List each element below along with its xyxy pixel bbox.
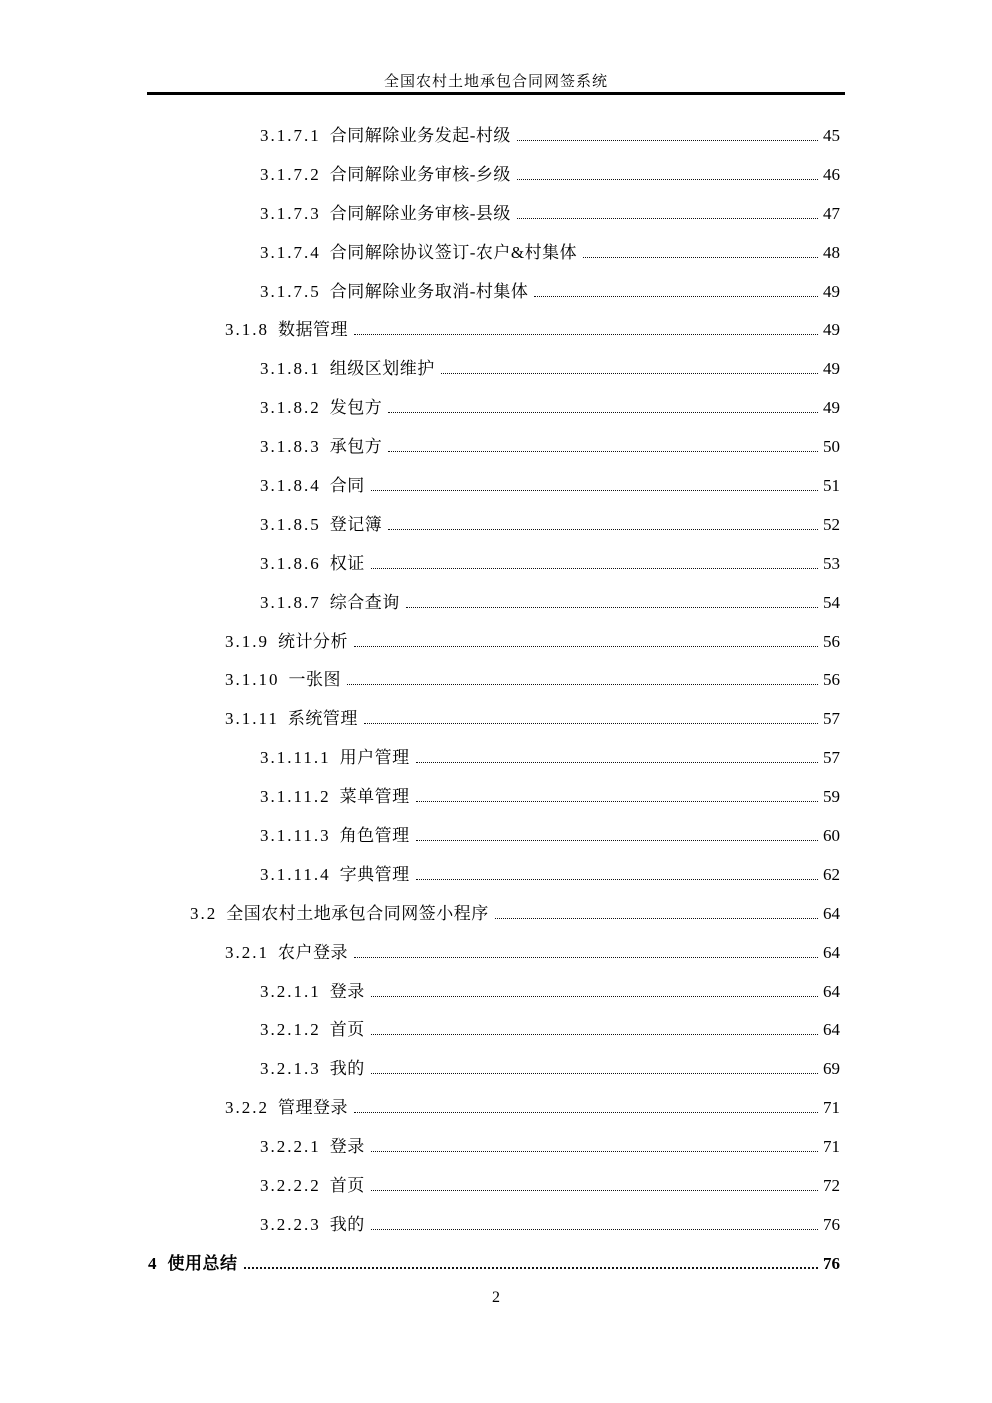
toc-entry-title: 首页 <box>329 1176 365 1196</box>
toc-leader-dots <box>416 874 818 880</box>
toc-entry <box>148 545 840 584</box>
toc-entry <box>148 661 840 700</box>
toc-leader-dots <box>371 1146 818 1152</box>
toc-entry <box>148 1011 840 1050</box>
toc-entry-number: 3.2 <box>190 903 218 923</box>
toc-leader-dots <box>364 718 818 724</box>
toc-leader-dots <box>583 252 818 258</box>
toc-entry-number: 3.1.10 <box>225 670 280 690</box>
toc-entry <box>148 1206 840 1245</box>
toc-entry-number: 3.1.7.1 <box>260 126 321 145</box>
toc-entry-number: 3.1.8.7 <box>260 592 321 612</box>
toc-entry-title: 合同解除业务发起-村级 <box>329 126 511 145</box>
toc-leader-dots <box>371 1185 818 1191</box>
toc-entry-number: 3.1.7.5 <box>260 281 321 301</box>
toc-entry-number: 3.1.11.4 <box>260 864 331 884</box>
toc-entry-title: 一张图 <box>288 670 341 690</box>
toc-entry <box>148 895 840 934</box>
toc-entry-number: 3.1.8 <box>225 320 269 340</box>
toc-entry-number: 3.1.9 <box>225 631 269 651</box>
toc-leader-dots <box>416 835 818 841</box>
toc-entry <box>148 506 840 545</box>
toc-entry-number: 3.1.7.3 <box>260 203 321 223</box>
toc-entry-number: 3.2.1.3 <box>260 1059 321 1079</box>
toc-leader-dots <box>534 291 818 297</box>
toc-entry-number: 4 <box>148 1253 159 1273</box>
toc-leader-dots <box>388 407 818 413</box>
toc-entry-title: 使用总结 <box>167 1253 238 1273</box>
toc-entry <box>148 311 840 350</box>
toc-entry-page: 46 <box>823 164 840 184</box>
toc-entry-page: 72 <box>823 1176 840 1196</box>
toc-entry-title: 数据管理 <box>278 320 348 340</box>
toc-entry-number: 3.1.8.2 <box>260 398 321 418</box>
toc-entry-page: 76 <box>823 1253 840 1273</box>
toc-entry <box>148 1167 840 1206</box>
toc-entry-title: 我的 <box>329 1214 365 1234</box>
toc-entry-number: 3.2.1.2 <box>260 1020 321 1040</box>
toc-entry-number: 3.1.11 <box>225 709 279 729</box>
toc-entry-page: 48 <box>823 242 840 262</box>
toc-entry <box>148 1128 840 1167</box>
toc-leader-dots <box>371 991 818 997</box>
toc-entry-title: 承包方 <box>329 437 383 457</box>
toc-entry-title: 用户管理 <box>339 748 410 768</box>
header-rule <box>147 92 845 95</box>
toc-entry-page: 71 <box>823 1098 840 1118</box>
toc-entry <box>148 1050 840 1089</box>
toc-entry-page: 64 <box>823 981 840 1001</box>
toc-entry-number: 3.1.11.1 <box>260 748 331 768</box>
toc-entry-page: 59 <box>823 787 840 807</box>
toc-leader-dots <box>371 1224 818 1230</box>
toc-entry <box>148 389 840 428</box>
toc-leader-dots <box>244 1262 819 1269</box>
toc-entry-page: 50 <box>823 437 840 457</box>
toc-entry-page: 53 <box>823 553 840 573</box>
toc-entry-title: 角色管理 <box>339 826 410 846</box>
toc-entry-page: 71 <box>823 1137 840 1157</box>
toc-entry-title: 农户登录 <box>278 942 348 962</box>
toc-entry-page: 45 <box>823 126 840 145</box>
toc-entry-number: 3.2.2.2 <box>260 1176 321 1196</box>
toc-leader-dots <box>354 1107 818 1113</box>
toc-entry-number: 3.1.7.2 <box>260 164 321 184</box>
toc-leader-dots <box>354 952 818 958</box>
toc-leader-dots <box>406 602 818 608</box>
toc-entry-page: 56 <box>823 670 840 690</box>
toc-entry <box>148 1089 840 1128</box>
toc-entry <box>148 117 840 156</box>
toc-entry-title: 系统管理 <box>287 709 358 729</box>
toc-entry <box>148 467 840 506</box>
toc-entry-title: 综合查询 <box>329 592 400 612</box>
toc-entry-title: 登录 <box>329 1137 365 1157</box>
toc-leader-dots <box>517 135 818 141</box>
toc-entry <box>148 350 840 389</box>
toc-entry <box>148 973 840 1012</box>
toc-entry-page: 54 <box>823 592 840 612</box>
toc-entry-title: 合同 <box>329 476 365 496</box>
toc-entry-title: 组级区划维护 <box>329 359 435 379</box>
toc-entry-page: 49 <box>823 281 840 301</box>
toc-entry <box>148 856 840 895</box>
toc-entry-page: 49 <box>823 320 840 340</box>
toc-entry-title: 登录 <box>329 981 365 1001</box>
toc-entry-title: 统计分析 <box>278 631 348 651</box>
toc-entry-title: 管理登录 <box>278 1098 348 1118</box>
toc-entry <box>148 1245 840 1284</box>
toc-entry-number: 3.1.11.2 <box>260 787 331 807</box>
toc-entry <box>148 623 840 662</box>
toc-entry <box>148 156 840 195</box>
toc-entry <box>148 739 840 778</box>
toc-leader-dots <box>371 1068 818 1074</box>
toc-entry-title: 合同解除协议签订-农户&村集体 <box>329 242 578 262</box>
toc-entry-number: 3.2.1 <box>225 942 269 962</box>
toc-leader-dots <box>416 757 818 763</box>
toc-entry <box>148 934 840 973</box>
toc-entry <box>148 234 840 273</box>
toc-entry-title: 合同解除业务审核-县级 <box>329 203 511 223</box>
toc-leader-dots <box>495 913 818 919</box>
toc-entry-title: 合同解除业务审核-乡级 <box>329 164 511 184</box>
toc-entry-title: 菜单管理 <box>339 787 410 807</box>
toc-leader-dots <box>388 446 818 452</box>
toc-entry-number: 3.2.1.1 <box>260 981 321 1001</box>
toc-entry-page: 56 <box>823 631 840 651</box>
toc-entry-title: 字典管理 <box>339 864 410 884</box>
toc-leader-dots <box>517 174 818 180</box>
toc-entry <box>148 273 840 312</box>
toc-leader-dots <box>371 1029 818 1035</box>
toc-entry-title: 首页 <box>329 1020 365 1040</box>
toc-entry-page: 57 <box>823 709 840 729</box>
toc-leader-dots <box>441 368 818 374</box>
toc-entry-number: 3.2.2.3 <box>260 1214 321 1234</box>
toc-leader-dots <box>371 485 818 491</box>
toc-entry-number: 3.1.8.1 <box>260 359 321 379</box>
toc-entry-title: 发包方 <box>329 398 383 418</box>
toc-entry-number: 3.1.8.6 <box>260 553 321 573</box>
toc-entry-number: 3.1.7.4 <box>260 242 321 262</box>
toc-entry-number: 3.2.2.1 <box>260 1137 321 1157</box>
toc-entry-page: 47 <box>823 203 840 223</box>
page-header-title: 全国农村土地承包合同网签系统 <box>383 74 608 90</box>
toc-leader-dots <box>388 524 818 530</box>
toc-entry-title: 我的 <box>329 1059 365 1079</box>
toc-entry-title: 权证 <box>329 553 365 573</box>
toc-entry-title: 登记簿 <box>329 514 383 534</box>
toc-leader-dots <box>371 563 818 569</box>
toc-entry-page: 52 <box>823 514 840 534</box>
toc-leader-dots <box>347 679 818 685</box>
toc-entry-page: 60 <box>823 826 840 846</box>
toc-entry-title: 合同解除业务取消-村集体 <box>329 281 529 301</box>
toc-entry <box>148 195 840 234</box>
toc-entry-page: 64 <box>823 1020 840 1040</box>
toc-entry-number: 3.2.2 <box>225 1098 269 1118</box>
toc-entry <box>148 584 840 623</box>
toc-entry-page: 62 <box>823 864 840 884</box>
toc-entry-page: 49 <box>823 359 840 379</box>
toc-entry-page: 57 <box>823 748 840 768</box>
toc-entry-number: 3.1.11.3 <box>260 826 331 846</box>
toc-leader-dots <box>354 641 818 647</box>
toc-entry-page: 64 <box>823 942 840 962</box>
toc-entry-title: 全国农村土地承包合同网签小程序 <box>226 903 489 923</box>
toc-entry-page: 64 <box>823 903 840 923</box>
toc-leader-dots <box>517 213 818 219</box>
toc-entry-number: 3.1.8.3 <box>260 437 321 457</box>
toc-entry <box>148 817 840 856</box>
toc-entry <box>148 700 840 739</box>
toc-entry-page: 49 <box>823 398 840 418</box>
toc-entry-page: 69 <box>823 1059 840 1079</box>
toc-leader-dots <box>416 796 818 802</box>
toc-entry-number: 3.1.8.5 <box>260 514 321 534</box>
toc-entry-page: 51 <box>823 476 840 496</box>
toc-entry-number: 3.1.8.4 <box>260 476 321 496</box>
footer-page-number: 2 <box>492 1289 500 1306</box>
toc-entry <box>148 428 840 467</box>
toc-entry-page: 76 <box>823 1214 840 1234</box>
toc-leader-dots <box>354 329 818 335</box>
table-of-contents <box>148 117 840 1284</box>
toc-entry <box>148 778 840 817</box>
